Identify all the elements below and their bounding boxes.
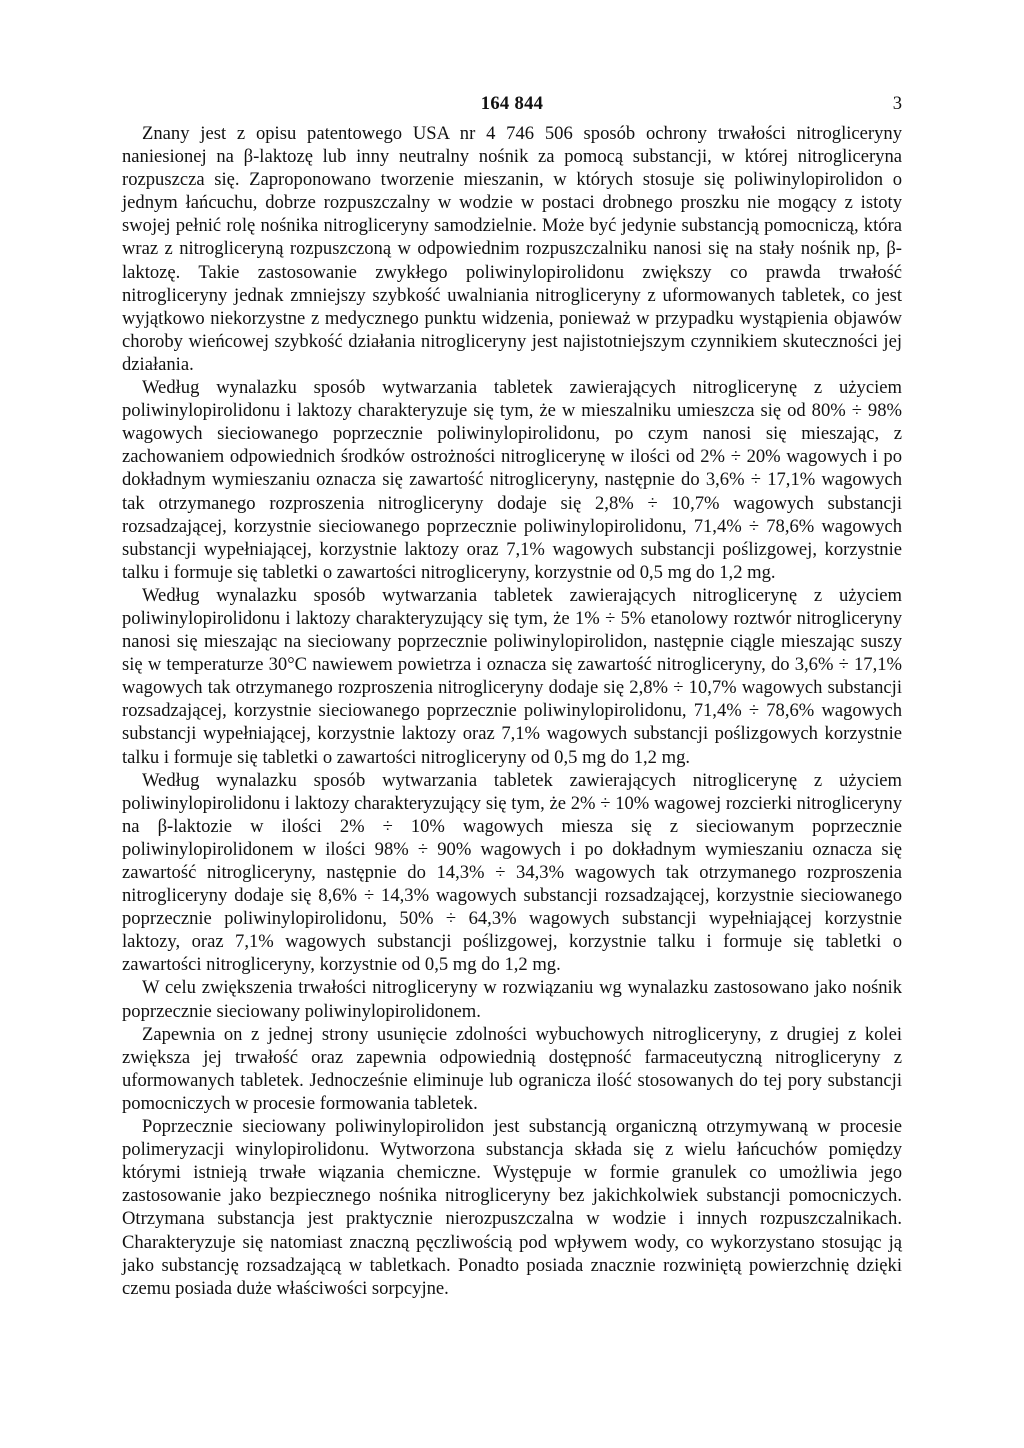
paragraph-crosslinked-pvp: Poprzecznie sieciowany poliwinylopirolidon jest substancją organiczną otrzymywaną w procesie polimeryzacji winylopirolidonu. Wytworzona substancja składa się z wielu łańcuchów pomiędzy którymi istnieją trwałe wiązania chemiczne. Występuje w formie granulek co umożliwia jego zastosowanie jako bezpiecznego nośnika nitrogliceryny bez jakichkolwiek substancji pomocniczych. Otrzymana substancja jest praktycznie nierozpuszczalna w wodzie i innych rozpuszczalnikach. Charakteryzuje się natomiast znaczną pęczliwością pod wpływem wody, co wykorzystano stosując ją jako substancję rozsadzającą w tabletkach. Ponadto posiada znacznie rozwiniętą powierzchnię dzięki czemu posiada duże właściwości sorpcyjne. xyxy=(122,1116,902,1299)
paragraph-prior-art: Znany jest z opisu patentowego USA nr 4 746 506 sposób ochrony trwałości nitrogliceryny naniesionej na β-laktozę lub inny neutralny nośnik za pomocą substancji, w której nitrogliceryna rozpuszcza się. Zaproponowano tworzenie mieszanin, w których stosuje się poliwinylopirolidon o jednym łańcuchu, dobrze rozpuszczalny w wodzie w postaci drobnego proszku nie mogący z istoty swojej pełnić rolę nośnika nitrogliceryny samodzielnie. Może być jedynie substancją pomocniczą, która wraz z nitrogliceryną rozpuszczoną w odpowiednim rozpuszczalniku nanosi się na stały nośnik np, β-laktozę. Takie zastosowanie zwykłego poliwinylopirolidonu zwiększy co prawda trwałość nitrogliceryny jednak zmniejszy szybkość uwalniania nitrogliceryny z uformowanych tabletek, co jest wyjątkowo niekorzystne z medycznego punktu widzenia, ponieważ w przypadku wystąpienia objawów choroby wieńcowej szybkość działania nitrogliceryny jest najistotniejszym czynnikiem skuteczności jej działania. xyxy=(122,123,902,375)
paragraph-benefits: Zapewnia on z jednej strony usunięcie zdolności wybuchowych nitrogliceryny, z drugiej z kolei zwiększa jej trwałość oraz zapewnia odpowiednią dostępność farmaceutyczną nitrogliceryny z uformowanych tabletek. Jednocześnie eliminuje lub ogranicza ilość stosowanych do tej pory substancji pomocniczych w procesie formowania tabletek. xyxy=(122,1023,902,1114)
document-page xyxy=(122,92,902,1300)
paragraph-method-1: Według wynalazku sposób wytwarzania tabletek zawierających nitroglicerynę z użyciem poliwinylopirolidonu i laktozy charakteryzuje się tym, że w mieszalniku umieszcza się od 80% ÷ 98% wagowych sieciowanego poprzecznie poliwinylopirolidonu, po czym nanosi się mieszając, z zachowaniem odpowiednich środków ostrożności nitroglicerynę w ilości od 2% ÷ 20% wagowych i po dokładnym wymieszaniu oznacza się zawartość nitrogliceryny, następnie do 3,6% ÷ 17,1% wagowych tak otrzymanego rozproszenia nitrogliceryny dodaje się 2,8% ÷ 10,7% wagowych substancji rozsadzającej, korzystnie sieciowanego poprzecznie poliwinylopirolidonu, 71,4% ÷ 78,6% wagowych substancji wypełniającej, korzystnie laktozy oraz 7,1% wagowych substancji poślizgowej, korzystnie talku i formuje się tabletki o zawartości nitrogliceryny, korzystnie od 0,5 mg do 1,2 mg. xyxy=(122,377,902,583)
paragraph-method-2: Według wynalazku sposób wytwarzania tabletek zawierających nitroglicerynę z użyciem poliwinylopirolidonu i laktozy charakteryzujący się tym, że 1% ÷ 5% etanolowy roztwór nitrogliceryny nanosi się mieszając na sieciowany poprzecznie poliwinylopirolidon, następnie ciągle mieszając suszy się w temperaturze 30°C nawiewem powietrza i oznacza się zawartość nitrogliceryny, do 3,6% ÷ 17,1% wagowych tak otrzymanego rozproszenia nitrogliceryny dodaje się 2,8% ÷ 10,7% wagowych substancji rozsadzającej, korzystnie sieciowanego poprzecznie poliwinylopirolidonu, 71,4% ÷ 78,6% wagowych substancji wypełniającej, korzystnie laktozy oraz 7,1% wagowych substancji poślizgowych korzystnie talku i formuje się tabletki o zawartości nitrogliceryny od 0,5 mg do 1,2 mg. xyxy=(122,584,902,768)
page-header xyxy=(122,92,902,122)
paragraph-carrier: W celu zwiększenia trwałości nitrogliceryny w rozwiązaniu wg wynalazku zastosowano jako nośnik poprzecznie sieciowany poliwinylopirolidonem. xyxy=(122,977,902,1022)
paragraph-method-3: Według wynalazku sposób wytwarzania tabletek zawierających nitroglicerynę z użyciem poliwinylopirolidonu i laktozy charakteryzujący się tym, że 2% ÷ 10% wagowej rozcierki nitrogliceryny na β-laktozie w ilości 2% ÷ 10% wagowych miesza się z sieciowanym poprzecznie poliwinylopirolidonem w ilości 98% ÷ 90% wagowych i po dokładnym wymieszaniu oznacza się zawartość nitrogliceryny, następnie do 14,3% ÷ 34,3% wagowych tak otrzymanego rozproszenia nitrogliceryny dodaje się 8,6% ÷ 14,3% wagowych substancji rozsadzającej, korzystnie sieciowanego poprzecznie poliwinylopirolidonu, 50% ÷ 64,3% wagowych substancji wypełniającej korzystnie laktozy, oraz 7,1% wagowych substancji poślizgowej, korzystnie talku i formuje się tabletki o zawartości nitrogliceryny, korzystnie od 0,5 mg do 1,2 mg. xyxy=(122,769,902,976)
page-number: 3 xyxy=(892,93,902,114)
patent-number: 164 844 xyxy=(480,93,544,114)
